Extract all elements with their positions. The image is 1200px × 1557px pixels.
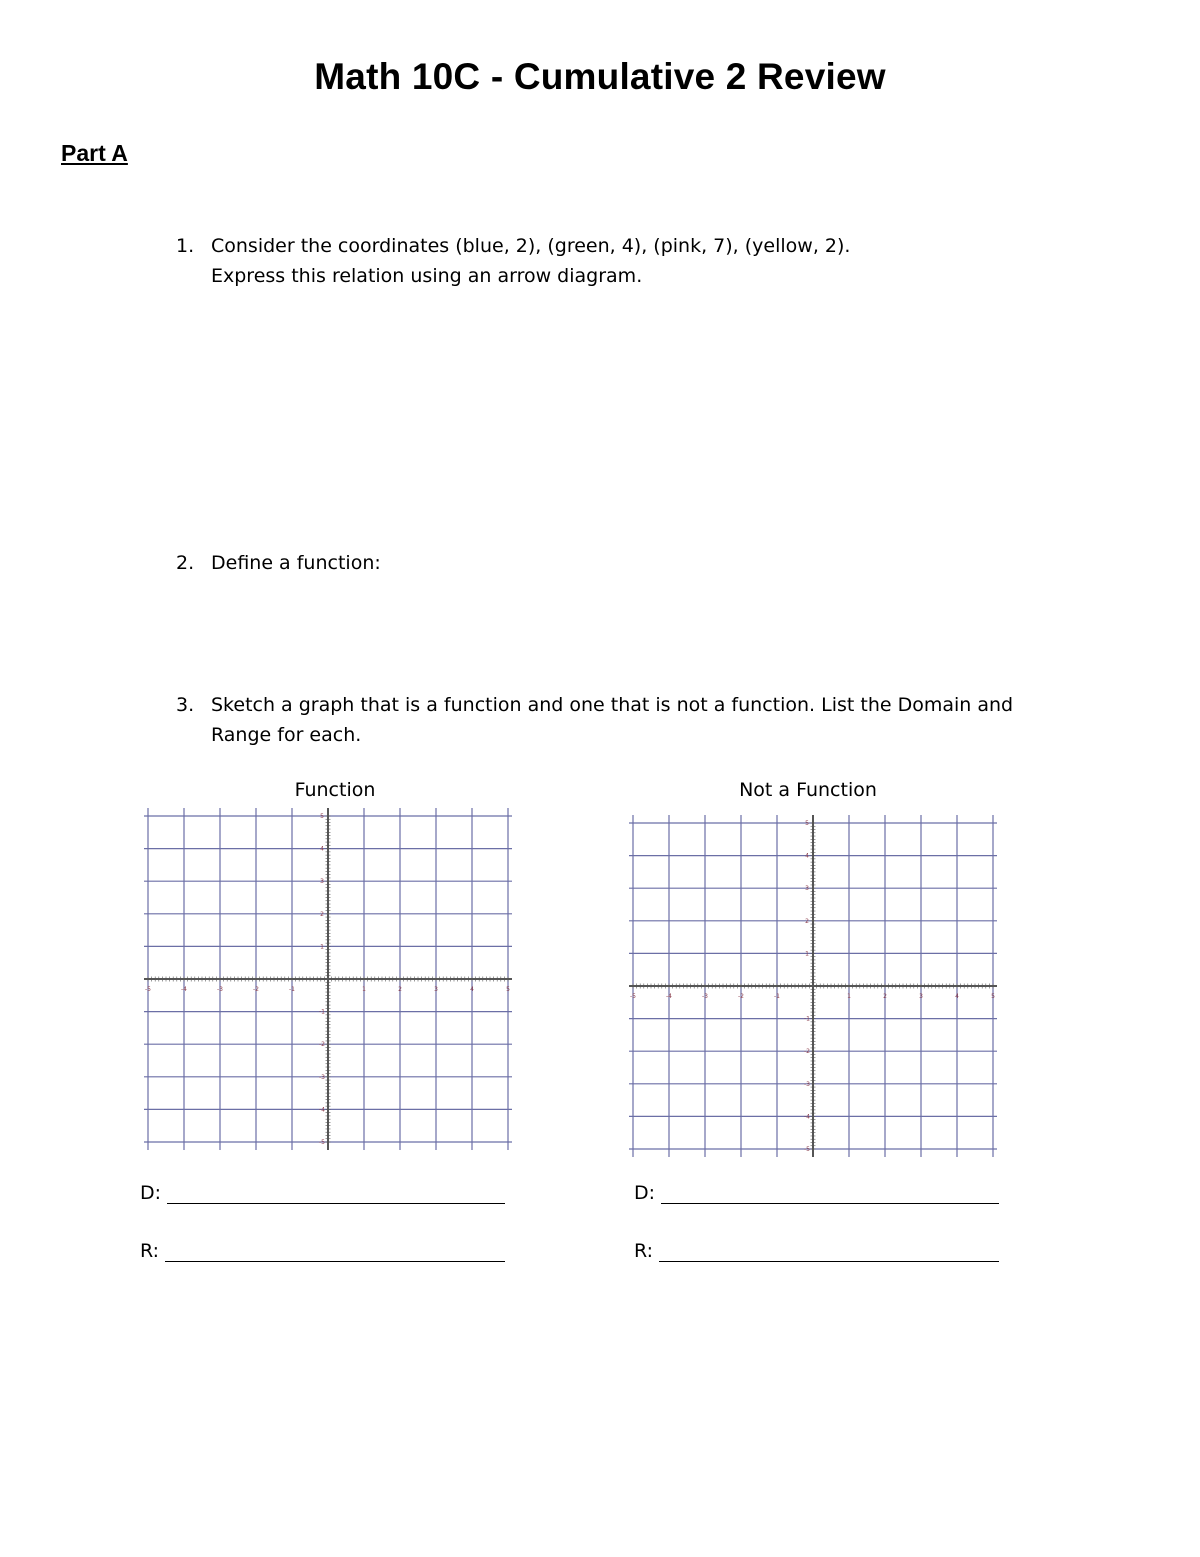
x-tick-label: 3: [919, 993, 923, 1000]
y-tick-label: -1: [804, 1015, 810, 1023]
y-tick-label: 1: [320, 943, 324, 951]
question-number: 1.: [176, 235, 195, 257]
x-tick-label: 4: [470, 986, 474, 993]
y-tick-label: 2: [805, 917, 809, 925]
range-label: R:: [140, 1240, 160, 1262]
graph-title-function: Function: [294, 779, 376, 801]
y-tick-label: -2: [319, 1041, 325, 1049]
y-tick-label: -3: [319, 1073, 325, 1081]
x-tick-label: 2: [883, 993, 887, 1000]
question-text-line: Sketch a graph that is a function and one that is not a function. List the Domain and: [211, 694, 1014, 716]
x-tick-label: -1: [289, 986, 295, 993]
x-tick-label: -5: [630, 993, 636, 1000]
x-tick-label: -3: [217, 986, 223, 993]
question-text-line: Express this relation using an arrow diagram.: [211, 265, 643, 287]
x-tick-label: -4: [666, 993, 672, 1000]
range-answer-blank[interactable]: [659, 1241, 999, 1262]
domain-answer-blank[interactable]: [167, 1183, 505, 1204]
y-tick-label: -4: [804, 1113, 810, 1121]
question-number: 2.: [176, 552, 195, 574]
question-1: [176, 231, 1021, 291]
coordinate-grid-function[interactable]: [140, 804, 516, 1159]
graph-title-not-function: Not a Function: [739, 779, 877, 801]
domain-answer-left: [140, 1182, 505, 1204]
x-tick-label: 1: [847, 993, 851, 1000]
y-tick-label: -5: [804, 1146, 810, 1153]
x-tick-label: -1: [774, 993, 780, 1000]
x-tick-label: 1: [362, 986, 366, 993]
y-tick-label: -4: [319, 1106, 325, 1114]
domain-answer-blank[interactable]: [661, 1183, 999, 1204]
x-tick-label: 3: [434, 986, 438, 993]
coordinate-grid-not-function[interactable]: [622, 811, 1000, 1166]
x-tick-label: -3: [702, 993, 708, 1000]
range-answer-left: [140, 1240, 505, 1262]
question-text-line: Consider the coordinates (blue, 2), (green, 4), (pink, 7), (yellow, 2).: [211, 235, 851, 257]
y-tick-label: -1: [319, 1008, 325, 1016]
range-label: R:: [634, 1240, 654, 1262]
section-heading: Part A: [61, 140, 128, 166]
y-tick-label: -5: [319, 1139, 325, 1146]
question-text-line: Define a function:: [211, 552, 381, 574]
x-tick-label: -5: [145, 986, 151, 993]
x-tick-label: -2: [738, 993, 744, 1000]
range-answer-blank[interactable]: [165, 1241, 505, 1262]
question-3: [176, 690, 1021, 750]
y-tick-label: 4: [320, 845, 324, 853]
domain-label: D:: [634, 1182, 656, 1204]
x-tick-label: 5: [506, 986, 510, 993]
grid-svg[interactable]: [622, 811, 1000, 1161]
y-tick-label: 5: [320, 813, 324, 820]
question-2: [176, 548, 1021, 578]
y-tick-label: 1: [805, 950, 809, 958]
y-tick-label: 3: [805, 885, 809, 893]
y-tick-label: 4: [805, 852, 809, 860]
x-tick-label: 4: [955, 993, 959, 1000]
y-tick-label: 3: [320, 878, 324, 886]
question-number: 3.: [176, 694, 195, 716]
x-tick-label: 5: [991, 993, 995, 1000]
grid-svg[interactable]: [140, 804, 516, 1154]
y-tick-label: 2: [320, 910, 324, 918]
y-tick-label: -3: [804, 1080, 810, 1088]
x-tick-label: -4: [181, 986, 187, 993]
y-tick-label: 5: [805, 820, 809, 827]
y-tick-label: -2: [804, 1048, 810, 1056]
domain-label: D:: [140, 1182, 162, 1204]
x-tick-label: -2: [253, 986, 259, 993]
x-tick-label: 2: [398, 986, 402, 993]
page-title: Math 10C - Cumulative 2 Review: [314, 56, 886, 97]
domain-answer-right: [634, 1182, 999, 1204]
question-text-line: Range for each.: [211, 724, 362, 746]
range-answer-right: [634, 1240, 999, 1262]
